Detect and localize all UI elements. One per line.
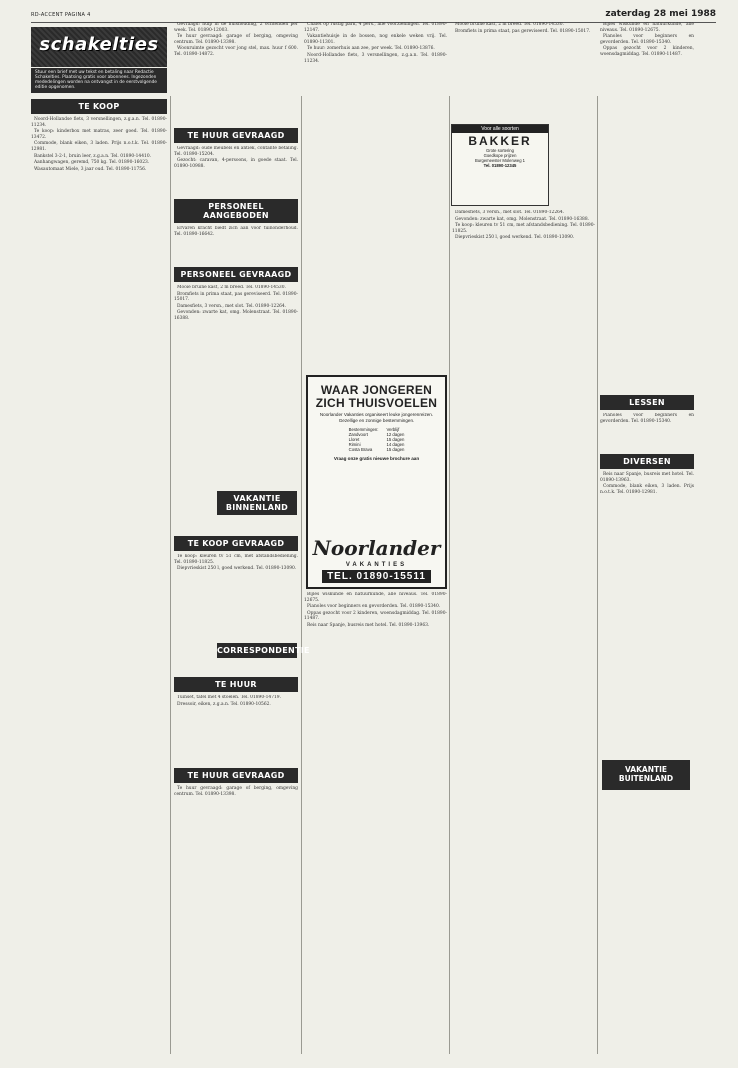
section-personeel-gevraagd: PERSONEEL GEVRAAGD [174, 267, 298, 282]
section-te-huur-gevraagd-2: TE HUUR GEVRAAGD [174, 768, 298, 783]
classified-ad: Aanhangwagen, geremd, 750 kg. Tel. 01890-16023. [34, 160, 150, 166]
section-te-koop-gevraagd: TE KOOP GEVRAAGD [174, 536, 298, 551]
classified-ad: Te huur gevraagd: garage of berging, omgeving centrum. Tel. 01890-13398. [174, 786, 298, 797]
column-4-text [452, 210, 595, 241]
masthead-logo: schakelties [39, 34, 159, 55]
masthead [31, 27, 167, 67]
column-5-diversen-text [600, 472, 694, 495]
classified-ad: Te koop: kleuren tv 51 cm, met afstandsbediening. Tel. 01890-11825. [174, 554, 298, 565]
column-divider [170, 96, 171, 1054]
classified-ad: Dressoir, eiken, z.g.a.n. Tel. 01890-10562. [177, 701, 271, 707]
classified-ad: Te koop: kinderbox met matras, zeer goed. Tel. 01890-13472. [31, 129, 167, 140]
noorlander-ad [306, 375, 447, 589]
classified-ad: Oppas gezocht voor 2 kinderen, woensdagmiddag. Tel. 01890-11487. [600, 46, 694, 57]
classified-ad: Noord-Hollandse fiets, 3 versnellingen, z.g.a.n. Tel. 01890-11234. [31, 117, 167, 128]
table-cell: 15 dagen [386, 447, 405, 453]
column-2 [174, 22, 298, 1054]
table-row [345, 447, 409, 452]
column-divider [597, 96, 598, 1054]
bakker-ad-line: Burgemeester Molenweg 1 [474, 158, 526, 163]
bakker-ad-tel: Tel. 01890-12345 [483, 163, 517, 168]
table-cell: Costa Brava [348, 447, 373, 453]
column-2-text-f [174, 786, 298, 797]
table-cell: 15 dagen [386, 437, 405, 443]
noorlander-cta: Vraag onze gratis nieuwe brochure aan [333, 456, 420, 462]
section-te-koop: TE KOOP [31, 99, 167, 114]
noorlander-logo: Noorlander [312, 536, 441, 560]
classified-ad: Bijles wiskunde en natuurkunde, alle niveaus. Tel. 01890-12675. [304, 592, 447, 603]
classified-ad: Reis naar Spanje, busreis met hotel. Tel. 01890-13963. [600, 472, 694, 483]
bakker-ad-strip: Voor alle soorten [452, 125, 548, 133]
page-header-left: RD-ACCENT PAGINA 4 [31, 12, 91, 18]
table-cell: Verblijf [386, 427, 400, 433]
column-1 [31, 96, 167, 1054]
section-vakantie-binnenland: VAKANTIE BINNENLAND [217, 491, 297, 515]
column-2-top-text [174, 22, 298, 114]
table-cell: Zandvoort [348, 432, 368, 438]
table-cell: 14 dagen [386, 442, 405, 448]
classified-ad: Diepvrieskist 250 l, goed werkend. Tel. 01890-13090. [177, 566, 297, 572]
classified-ad: Mooie bruine kast, 2 m breed. Tel. 01890-14530. [455, 22, 564, 27]
classified-ad: Commode, blank eiken, 3 laden. Prijs n.o.t.k. Tel. 01890-12981. [31, 141, 167, 152]
bakker-ad-line: Goedkope prijzen [483, 153, 517, 158]
classified-ad: Chalet op rustig park, 4 pers., alle voorzieningen. Tel. 01890-12147. [304, 22, 447, 33]
column-3-top-text [304, 22, 447, 362]
bakker-ad-line: Grote sortering [486, 148, 514, 153]
classified-ad: Ervaren kracht biedt zich aan voor tuinonderhoud. Tel. 01890-16642. [174, 226, 298, 237]
section-correspondentie: CORRESPONDENTIE [217, 643, 297, 658]
column-divider [449, 96, 450, 1054]
classified-ad: Te huur: zomerhuis aan zee, per week. Tel. 01890-13876. [307, 46, 435, 52]
column-1-text [31, 117, 167, 172]
page-date: zaterdag 28 mei 1988 [605, 9, 716, 19]
column-5-top-text [600, 22, 694, 392]
section-te-huur: TE HUUR [174, 677, 298, 692]
column-4-top-text [452, 22, 595, 120]
table-cell: Lloret [348, 437, 360, 443]
classified-ad: Pianoles voor beginners en gevorderden. Tel. 01890-15340. [307, 604, 441, 610]
classified-ad: Gevraagd: hulp in de huishouding, 2 ochtenden per week. Tel. 01890-12003. [174, 22, 298, 33]
classified-ad: Bankstel 3-2-1, bruin leer, z.g.a.n. Tel. 01890-14410. [34, 153, 152, 159]
classified-ad: Tuinset, tafel met 4 stoelen. Tel. 01890-14719. [177, 695, 281, 700]
section-vakantie-buitenland: VAKANTIE BUITENLAND [602, 760, 690, 790]
classified-ad: Diepvrieskist 250 l, goed werkend. Tel. 01890-13090. [455, 235, 575, 241]
classified-ad: Damesfiets, 3 versn., met slot. Tel. 01890-12264. [455, 210, 565, 215]
column-2-text-e [174, 695, 298, 765]
noorlander-tel: TEL. 01890-15511 [322, 570, 431, 583]
classified-ad: Te huur gevraagd: garage of berging, omgeving centrum. Tel. 01890-13398. [174, 34, 298, 45]
noorlander-table [345, 427, 409, 452]
column-4-mid [452, 210, 595, 1054]
classified-ad: Pianoles voor beginners en gevorderden. Tel. 01890-15340. [600, 34, 694, 45]
noorlander-headline: WAAR JONGEREN ZICH THUISVOELEN [315, 383, 438, 410]
table-cell: Rimini [348, 442, 361, 448]
classified-ad: Gevonden: zwarte kat, omg. Molenstraat. Tel. 01890-16388. [455, 216, 590, 222]
classified-ad: Gezocht: caravan, 4-persoons, in goede staat. Tel. 01890-10988. [174, 158, 298, 169]
classified-ad: Gevraagd: oude meubels en antiek, contante betaling. Tel. 01890-15204. [174, 146, 298, 157]
section-lessen: LESSEN [600, 395, 694, 410]
column-3-bottom [304, 592, 447, 1054]
classified-ad: Gevonden: zwarte kat, omg. Molenstraat. Tel. 01890-16388. [174, 310, 298, 321]
noorlander-sub: VAKANTIES [345, 562, 408, 568]
classified-ad: Bromfiets in prima staat, pas gereviseerd. Tel. 01890-15017. [174, 291, 298, 303]
column-divider [301, 96, 302, 1054]
section-te-huur-gevraagd: TE HUUR GEVRAAGD [174, 128, 298, 143]
classified-ad: Oppas gezocht voor 2 kinderen, woensdagmiddag. Tel. 01890-11487. [304, 610, 447, 622]
classified-ad: Reis naar Spanje, busreis met hotel. Tel. 01890-13963. [307, 622, 430, 628]
classified-ad: Commode, blank eiken, 3 laden. Prijs n.o.t.k. Tel. 01890-12981. [600, 484, 694, 495]
classified-ad: Woonruimte gezocht voor jong stel, max. huur f 600. Tel. 01890-14872. [174, 46, 298, 57]
column-5-lessen-text [600, 413, 694, 451]
classified-ad: Pianoles voor beginners en gevorderden. Tel. 01890-15340. [600, 413, 694, 424]
classified-ad: Noord-Hollandse fiets, 3 versnellingen, z.g.a.n. Tel. 01890-11234. [304, 52, 447, 64]
column-2-mid-text [174, 146, 298, 196]
section-diversen: DIVERSEN [600, 454, 694, 469]
classified-ad: Vakantiehuisje in de bossen, nog enkele weken vrij. Tel. 01890-11301. [304, 34, 447, 45]
classified-ad: Te koop: kleuren tv 51 cm, met afstandsbediening. Tel. 01890-11825. [452, 223, 595, 234]
table-cell: 12 dagen [386, 432, 405, 438]
section-personeel-aangeboden: PERSONEEL AANGEBODEN [174, 199, 298, 223]
noorlander-body: Noorlander Vakanties organiseert leuke jongerenreizen. Gezellige en zonnige bestemmingen. [319, 412, 434, 423]
classified-ad: Bromfiets in prima staat, pas gereviseerd. Tel. 01890-15017. [455, 28, 591, 34]
bakker-ad-name: BAKKER [468, 134, 532, 148]
column-2-text-b [174, 226, 298, 264]
classified-ad: Bijles wiskunde en natuurkunde, alle niveaus. Tel. 01890-12675. [600, 22, 694, 33]
column-3-bottom-text [304, 592, 447, 629]
classified-ad: Wasautomaat Miele, 3 jaar oud. Tel. 01890-11756. [34, 166, 147, 172]
classified-ad: Mooie bruine kast, 2 m breed. Tel. 01890-14530. [177, 285, 286, 290]
table-cell: Bestemmingen: [348, 427, 379, 433]
bakker-ad [451, 124, 549, 206]
column-5 [600, 22, 694, 1054]
masthead-intro: Stuur een brief met uw tekst en betaling naar Redactie Schakelties. Plaatsing gratis voor abonnees. Ingezonden mededelingen worden na ontvangst in de eerstvolgende editie opgenomen. [31, 68, 167, 93]
classified-ad: Damesfiets, 3 versn., met slot. Tel. 01890-12264. [177, 303, 287, 309]
